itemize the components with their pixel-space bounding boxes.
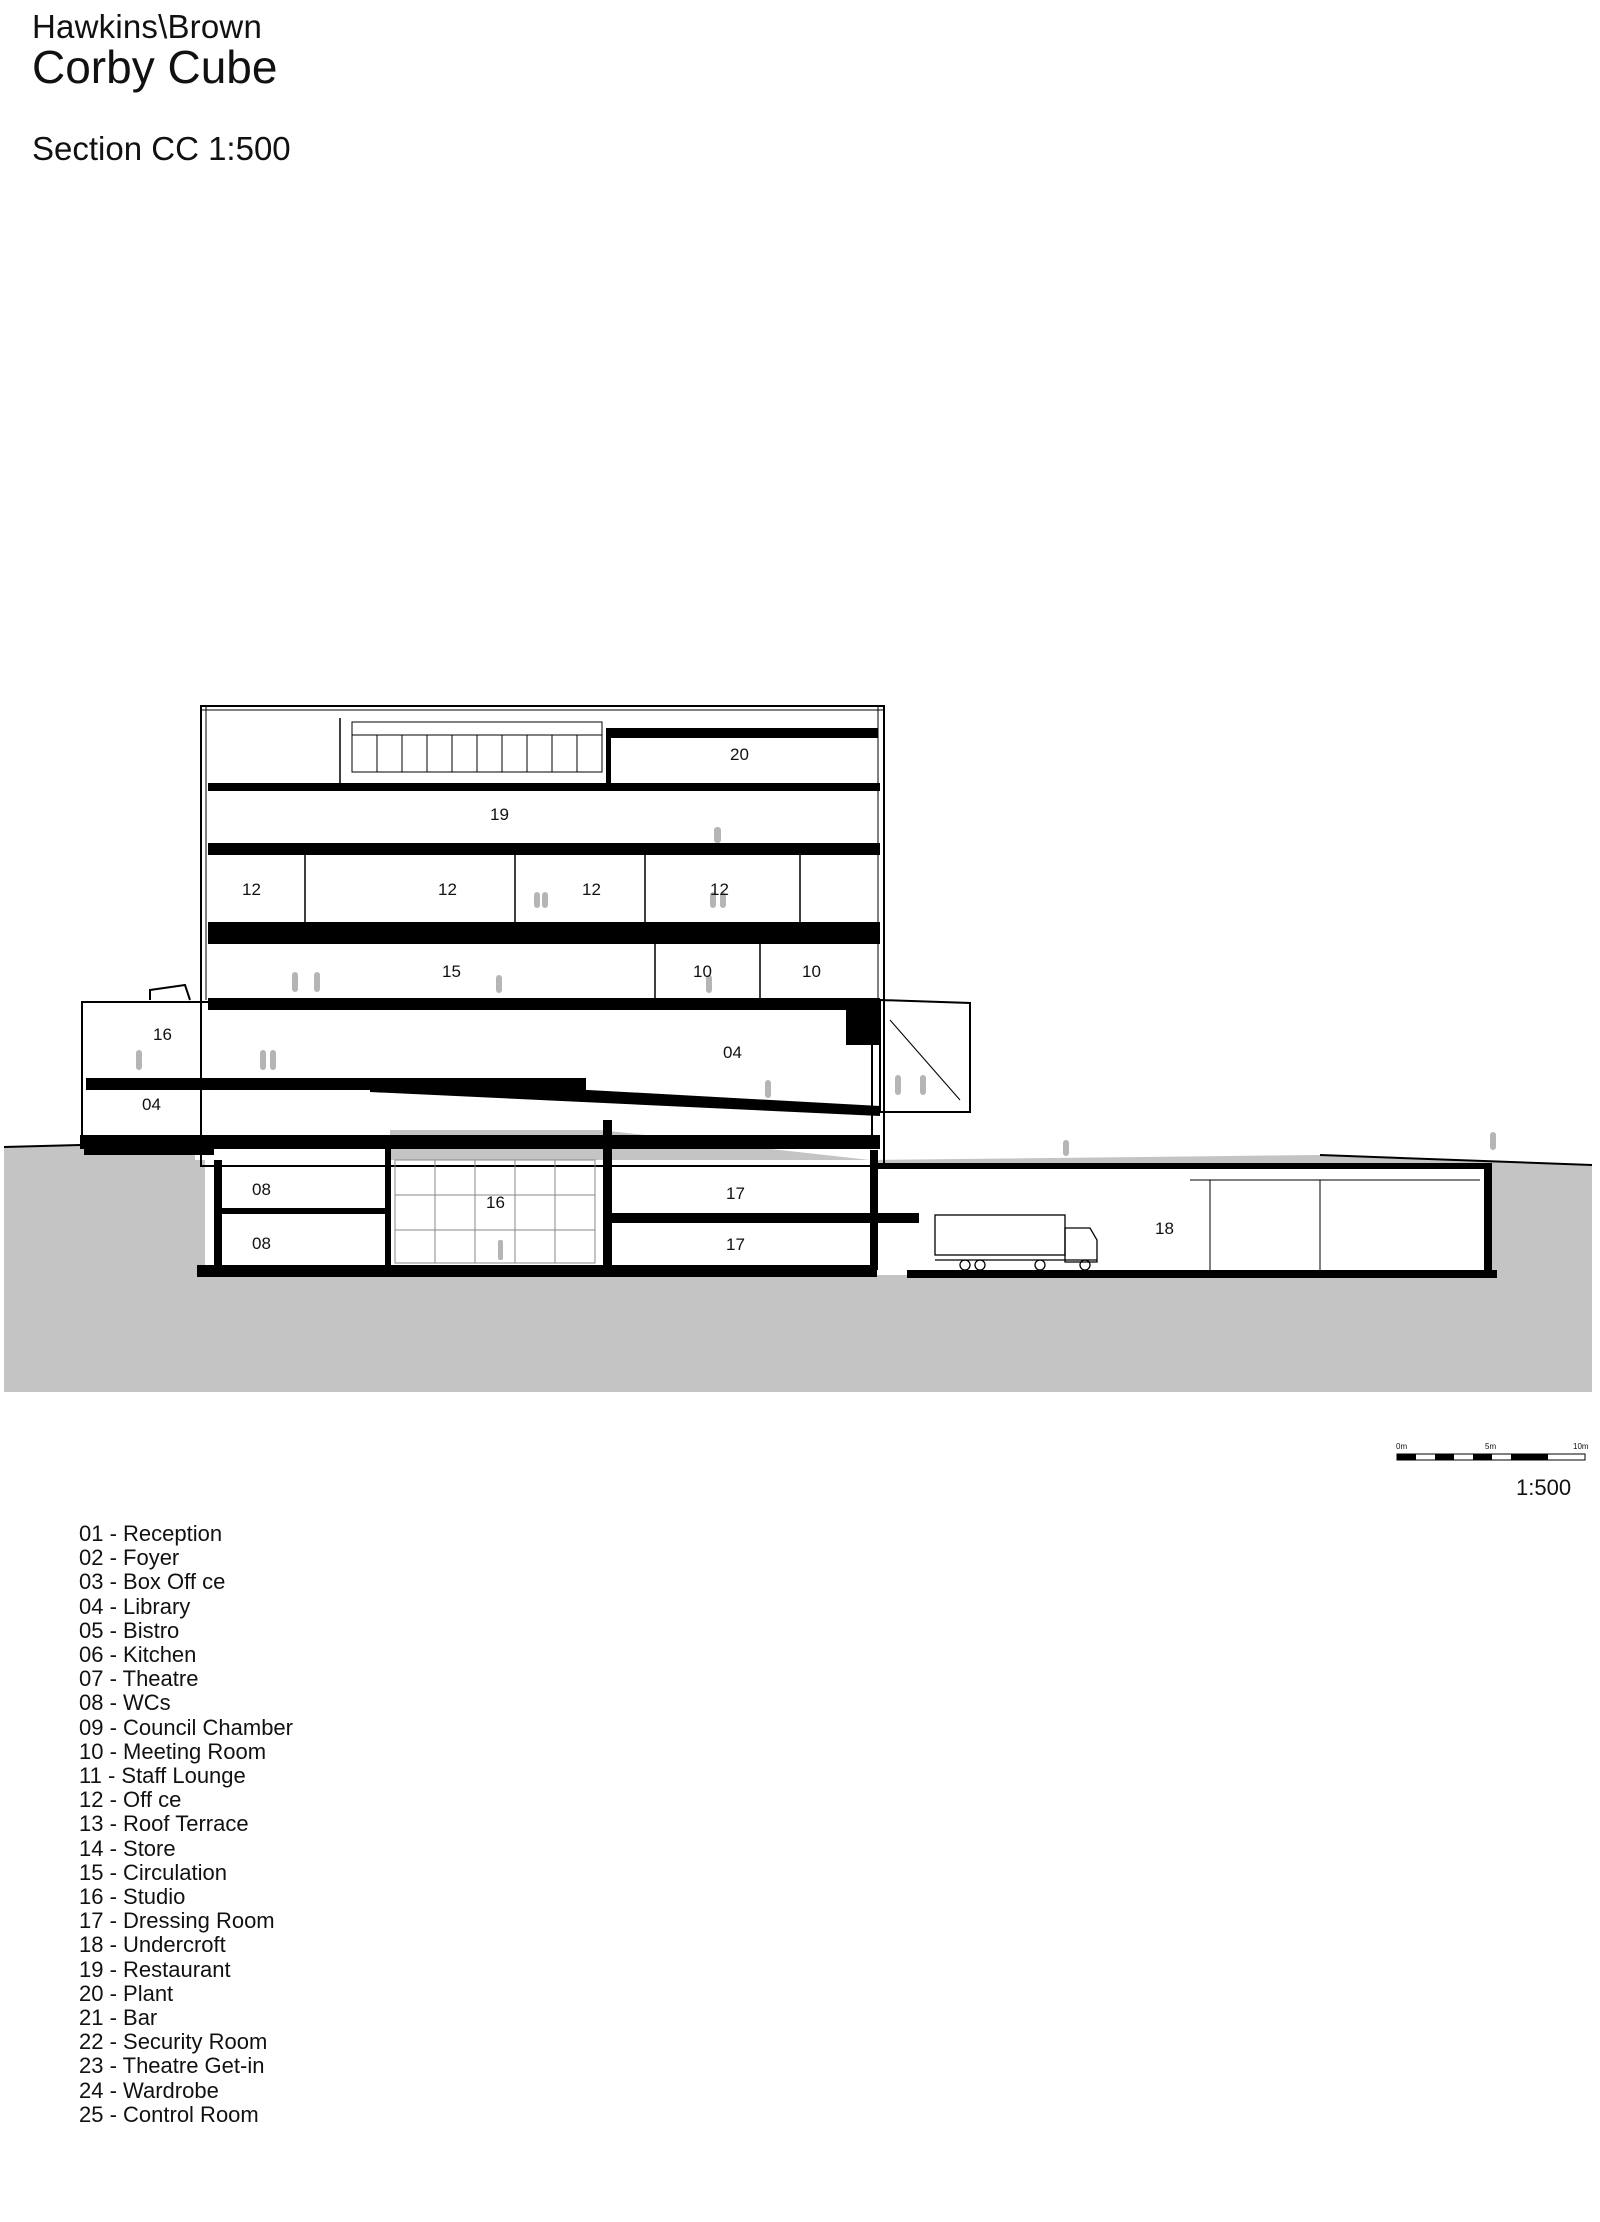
roof-glazing (352, 722, 602, 772)
sheet-title: Section CC 1:500 (32, 130, 291, 167)
legend-item: 07 - Theatre (79, 1666, 199, 1692)
room-label-office-3: 12 (582, 880, 601, 899)
legend-item: 08 - WCs (79, 1690, 171, 1716)
room-label-library-lower: 04 (142, 1095, 161, 1114)
room-label-dressing-lower: 17 (726, 1235, 745, 1254)
legend-item: 13 - Roof Terrace (79, 1811, 249, 1837)
ramp-slab (370, 1078, 880, 1116)
legend-item: 23 - Theatre Get-in (79, 2053, 265, 2079)
room-label-circulation: 15 (442, 962, 461, 981)
room-label-library-main: 04 (723, 1043, 742, 1062)
scale-ratio: 1:500 (1516, 1475, 1572, 1500)
ramp-beam-left (84, 1135, 214, 1155)
roof-slab-plant (606, 728, 878, 738)
legend-item: 18 - Undercroft (79, 1932, 226, 1958)
slab-basement-floor (197, 1265, 877, 1277)
building-section-drawing (0, 700, 1600, 1400)
legend-item: 15 - Circulation (79, 1859, 227, 1885)
legend-item: 04 - Library (79, 1593, 191, 1619)
plant-wall (606, 728, 611, 783)
room-label-meeting-2: 10 (802, 962, 821, 981)
firm-name: Hawkins\Brown (32, 8, 263, 45)
room-label-office-2: 12 (438, 880, 457, 899)
library-column (846, 1005, 881, 1045)
canopy (880, 1000, 970, 1112)
room-label-office-1: 12 (242, 880, 261, 899)
legend-item: 11 - Staff Lounge (79, 1763, 246, 1789)
slab-undercroft-floor (907, 1270, 1497, 1278)
legend-item: 02 - Foyer (79, 1545, 180, 1571)
slab-level-3 (208, 998, 880, 1010)
basement-void-right (875, 1165, 1485, 1275)
legend-item: 01 - Reception (79, 1521, 223, 1546)
project-title: Corby Cube (32, 41, 278, 93)
slab-level-5 (208, 843, 880, 855)
slab-level-4 (208, 922, 880, 944)
room-label-meeting-1: 10 (693, 962, 712, 981)
legend-item: 09 - Council Chamber (79, 1714, 293, 1740)
slab-level-6 (208, 783, 880, 791)
legend-item: 06 - Kitchen (79, 1642, 197, 1668)
legend-item: 20 - Plant (79, 1980, 174, 2006)
scale-tick-10: 10m (1573, 1442, 1589, 1451)
legend-item: 25 - Control Room (79, 2101, 259, 2127)
scale-tick-0: 0m (1396, 1442, 1408, 1451)
legend-item: 05 - Bistro (79, 1617, 180, 1643)
legend-item: 12 - Off ce (79, 1787, 182, 1813)
legend-item: 17 - Dressing Room (79, 1908, 275, 1934)
room-legend (79, 1521, 479, 2127)
undercroft-roof (870, 1163, 1490, 1169)
room-label-office-4: 12 (710, 880, 729, 899)
legend-item: 03 - Box Off ce (79, 1569, 226, 1595)
undercroft-wall-right (1484, 1163, 1492, 1273)
core-wall-right (870, 1150, 878, 1270)
legend-item: 16 - Studio (79, 1884, 186, 1910)
basement-wall-left (214, 1160, 222, 1270)
basement-wall-mid (385, 1140, 391, 1270)
room-label-restaurant: 19 (490, 805, 509, 824)
room-label-plant: 20 (730, 745, 749, 764)
room-label-studio-basement: 16 (486, 1193, 505, 1212)
room-label-studio-upper: 16 (153, 1025, 172, 1044)
library-roof-skylight (150, 985, 190, 1000)
legend-item: 24 - Wardrobe (79, 2077, 219, 2103)
slab-basement-mid (215, 1208, 385, 1214)
legend-item: 14 - Store (79, 1835, 176, 1861)
room-label-dressing-upper: 17 (726, 1184, 745, 1203)
legend-item: 10 - Meeting Room (79, 1738, 267, 1764)
legend-item: 21 - Bar (79, 2005, 158, 2031)
legend-item: 22 - Security Room (79, 2029, 268, 2055)
scale-bar (1395, 1440, 1595, 1470)
scale-tick-5: 5m (1485, 1442, 1497, 1451)
legend-item: 19 - Restaurant (79, 1956, 231, 1982)
room-label-undercroft: 18 (1155, 1219, 1174, 1238)
room-label-wc-upper: 08 (252, 1180, 271, 1199)
room-label-wc-lower: 08 (252, 1234, 271, 1253)
